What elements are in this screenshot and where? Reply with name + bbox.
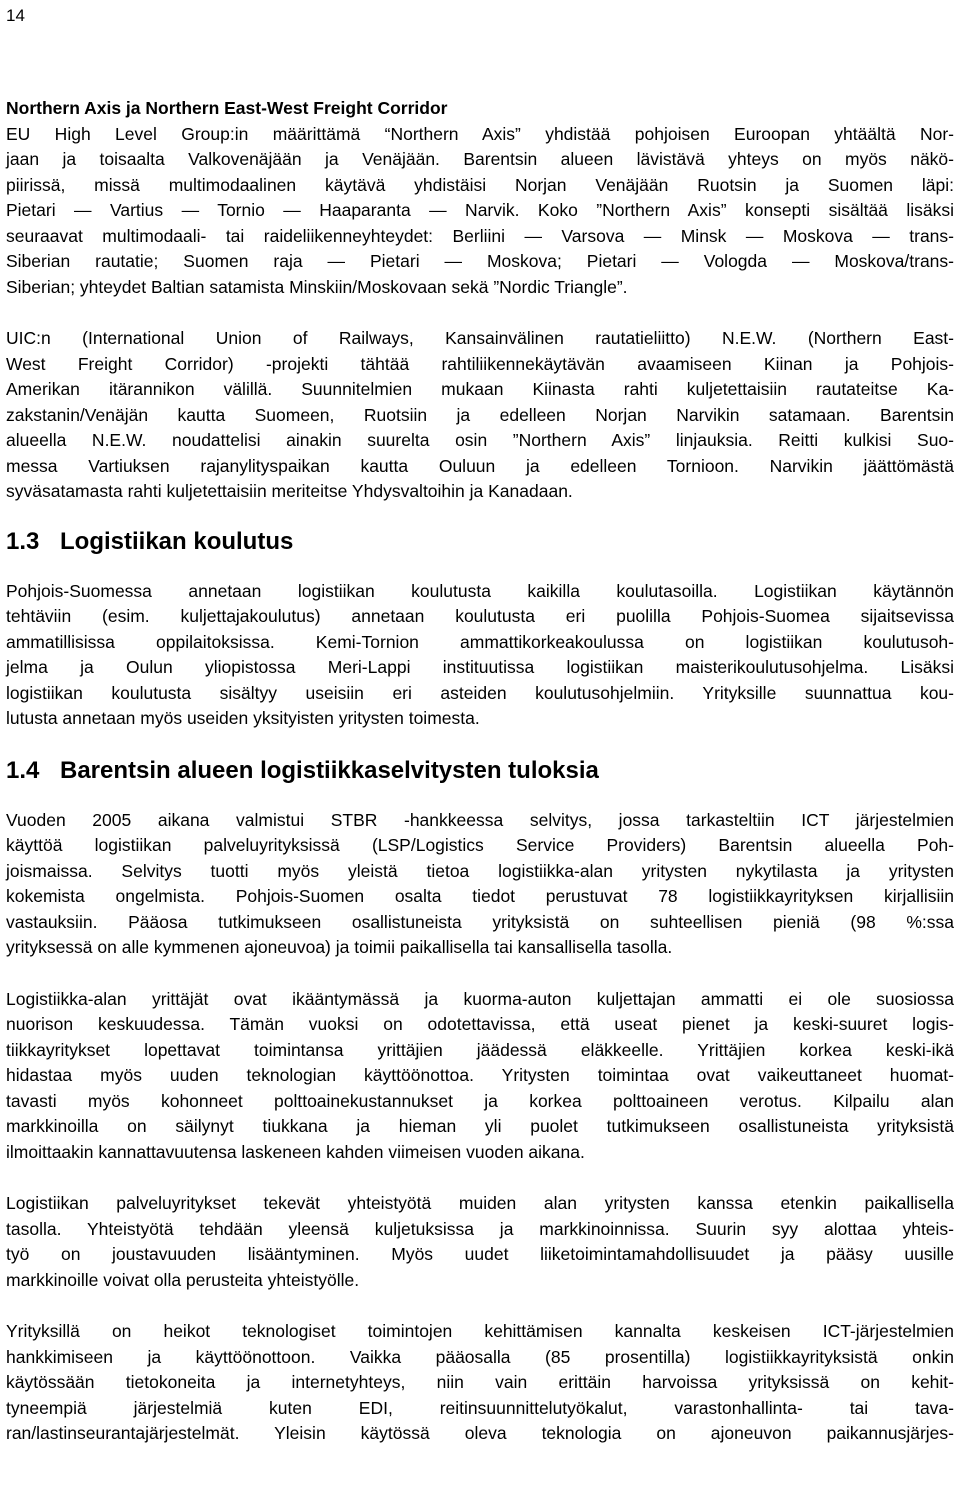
paragraph-new-corridor	[6, 326, 954, 505]
text-line: Logistiikan palveluyritykset tekevät yhteistyötä muiden alan yritysten kanssa etenkin paikallisella	[6, 1193, 954, 1213]
text-line: hankkimiseen ja käyttöönottoon. Vaikka pääosalla (85 prosentilla) logistiikkayrityksistä onkin	[6, 1346, 954, 1367]
paragraph-stbr-survey	[6, 808, 954, 961]
text-line: tiikkayritykset lopettavat toimintansa yrittäjien jäädessä eläkkeelle. Yrittäjien korkea keski-ikä	[6, 1039, 954, 1060]
page-number: 14	[6, 6, 25, 25]
text-line: logistiikan koulutusta sisältyy useisiin eri asteiden koulutusohjelmiin. Yrityksille suunnattua kou-	[6, 682, 954, 703]
text-line: West Freight Corridor) -projekti tähtää rahtiliikennekäytävän avaamiseen Kiinan ja Pohjois-	[6, 353, 954, 374]
text-line: käytössään tietokoneita ja internetyhteys, niin vain erittäin harvoissa yrityksissä on kehit-	[6, 1372, 954, 1392]
text-line: jelma ja Oulun yliopistossa Meri-Lappi instituutissa logistiikan maisterikoulutusohjelma. Lisäksi	[6, 657, 954, 677]
paragraph-ict-systems	[6, 1319, 954, 1447]
heading-title: Logistiikan koulutus	[60, 527, 294, 555]
paragraph-northern-axis	[6, 122, 954, 301]
text-line: seuraavat multimodaali- tai raideliikenneyhteydet: Berliini — Varsova — Minsk — Moskova — trans-	[6, 225, 954, 246]
paragraph-cooperation	[6, 1191, 954, 1293]
text-line: ran/lastinseurantajärjestelmät. Yleisin käytössä oleva teknologia on ajoneuvon paikannusjärjes-	[6, 1423, 954, 1443]
heading-number: 1.4	[6, 756, 40, 784]
text-line: jaan ja toisaalta Valkovenäjään ja Venäjään. Barentsin alueen lävistävä yhteys on myös näkö-	[6, 149, 954, 169]
heading-number: 1.3	[6, 527, 40, 555]
text-line: Yrityksillä on heikot teknologiset toimintojen kehittämisen kannalta keskeisen ICT-järjestelmien	[6, 1321, 954, 1341]
text-line: yrityksessä on alle kymmenen ajoneuvoa) ja toimii paikallisella tai kansallisella tasolla.	[6, 937, 673, 957]
text-line: tavasti myös kohonneet polttoainekustannukset ja korkea polttoaineen verotus. Kilpailu alan	[6, 1090, 954, 1111]
text-line: ammatillisissa oppilaitoksissa. Kemi-Tornion ammattikorkeakoulussa on logistiikan koulutusoh-	[6, 631, 954, 652]
text-line: vastauksiin. Pääosa tutkimukseen osallistuneista yrityksistä on suhteellisen pieniä (98 %:ssa	[6, 911, 954, 932]
section-heading: Northern Axis ja Northern East-West Freight Corridor	[6, 98, 448, 118]
text-line: syväsatamasta rahti kuljetettaisiin meriteitse Yhdysvaltoihin ja Kanadaan.	[6, 481, 573, 501]
paragraph-logistics-education	[6, 579, 954, 732]
text-line: ilmoittaakin kannattavuutensa laskeneen kahden viimeisen vuoden aikana.	[6, 1141, 585, 1162]
text-line: työ on joustavuuden lisääntyminen. Myös uudet liiketoimintamahdollisuudet ja pääsy uusille	[6, 1244, 954, 1264]
text-line: Logistiikka-alan yrittäjät ovat ikääntymässä ja kuorma-auton kuljettajan ammatti ei ole suosiossa	[6, 988, 954, 1009]
text-line: EU High Level Group:in määrittämä “Northern Axis” yhdistää pohjoisen Euroopan yhtäältä Nor-	[6, 123, 954, 144]
text-line: kokemista ongelmista. Pohjois-Suomen osalta tiedot perustuvat 78 logistiikkayrityksen kirjallisiin	[6, 886, 954, 906]
page-content	[6, 96, 954, 1447]
text-line: Pohjois-Suomessa annetaan logistiikan koulutusta kaikilla koulutasoilla. Logistiikan käytännön	[6, 580, 954, 601]
text-line: Pietari — Vartius — Tornio — Haaparanta — Narvik. Koko ”Northern Axis” konsepti sisältää lisäksi	[6, 200, 954, 220]
text-line: nuorison keskuudessa. Tämän vuoksi on odotettavissa, että useat pienet ja keski-suuret logis-	[6, 1014, 954, 1034]
text-line: Vuoden 2005 aikana valmistui STBR -hankkeessa selvitys, jossa tarkasteltiin ICT järjestelmien	[6, 809, 954, 830]
text-line: tyneempiä järjestelmiä kuten EDI, reitinsuunnittelutyökalut, varastonhallinta- tai tava-	[6, 1397, 954, 1418]
text-line: Amerikan itärannikon välillä. Suunnitelmien mukaan Kiinasta rahti kuljetettaisiin rautateitse Ka-	[6, 379, 954, 399]
heading-title: Barentsin alueen logistiikkaselvitysten tuloksia	[60, 756, 599, 784]
text-line: piirissä, missä multimodaalinen käytävä yhdistäisi Norjan Venäjään Ruotsin ja Suomen läpi:	[6, 174, 954, 195]
text-line: käyttöä logistiikan palveluyrityksissä (LSP/Logistics Service Providers) Barentsin alueella Poh-	[6, 835, 954, 855]
text-line: zakstanin/Venäjän kautta Suomeen, Ruotsiin ja edelleen Norjan Narvikin satamaan. Barentsin	[6, 404, 954, 425]
text-line: lutusta annetaan myös useiden yksityisten yritysten toimesta.	[6, 708, 480, 728]
text-line: messa Vartiuksen rajanylityspaikan kautta Ouluun ja edelleen Tornioon. Narvikin jäättömästä	[6, 455, 954, 476]
text-line: tasolla. Yhteistyötä tehdään yleensä kuljetuksissa ja markkinoinnissa. Suurin syy alottaa yhteis-	[6, 1218, 954, 1239]
text-line: UIC:n (International Union of Railways, Kansainvälinen rautatieliitto) N.E.W. (Northern East-	[6, 328, 954, 348]
paragraph-entrepreneurs	[6, 987, 954, 1166]
heading-1-4	[6, 756, 954, 786]
text-line: Siberian rautatie; Suomen raja — Pietari — Moskova; Pietari — Vologda — Moskova/trans-	[6, 251, 954, 271]
text-line: Siberian; yhteydet Baltian satamista Minskiin/Moskovaan sekä ”Nordic Triangle”.	[6, 276, 628, 297]
text-line: markkinoille voivat olla perusteita yhteistyölle.	[6, 1269, 360, 1290]
heading-1-3	[6, 527, 954, 557]
text-line: markkinoilla on säilynyt tiukkana ja hieman yli puolet tutkimukseen osallistuneista yrityksistä	[6, 1116, 954, 1136]
text-line: tehtäviin (esim. kuljettajakoulutus) annetaan koulutusta eri puolilla Pohjois-Suomea sijaitsevissa	[6, 606, 954, 626]
text-line: alueella N.E.W. noudattelisi ainakin suurelta osin ”Northern Axis” linjauksia. Reitti kulkisi Suo-	[6, 430, 954, 450]
text-line: joismaissa. Selvitys tuotti myös yleistä tietoa logistiikka-alan yritysten nykytilasta ja yritysten	[6, 860, 954, 881]
text-line: hidastaa myös uuden teknologian käyttöönottoa. Yritysten toimintaa ovat vaikeuttaneet huomat-	[6, 1065, 954, 1085]
